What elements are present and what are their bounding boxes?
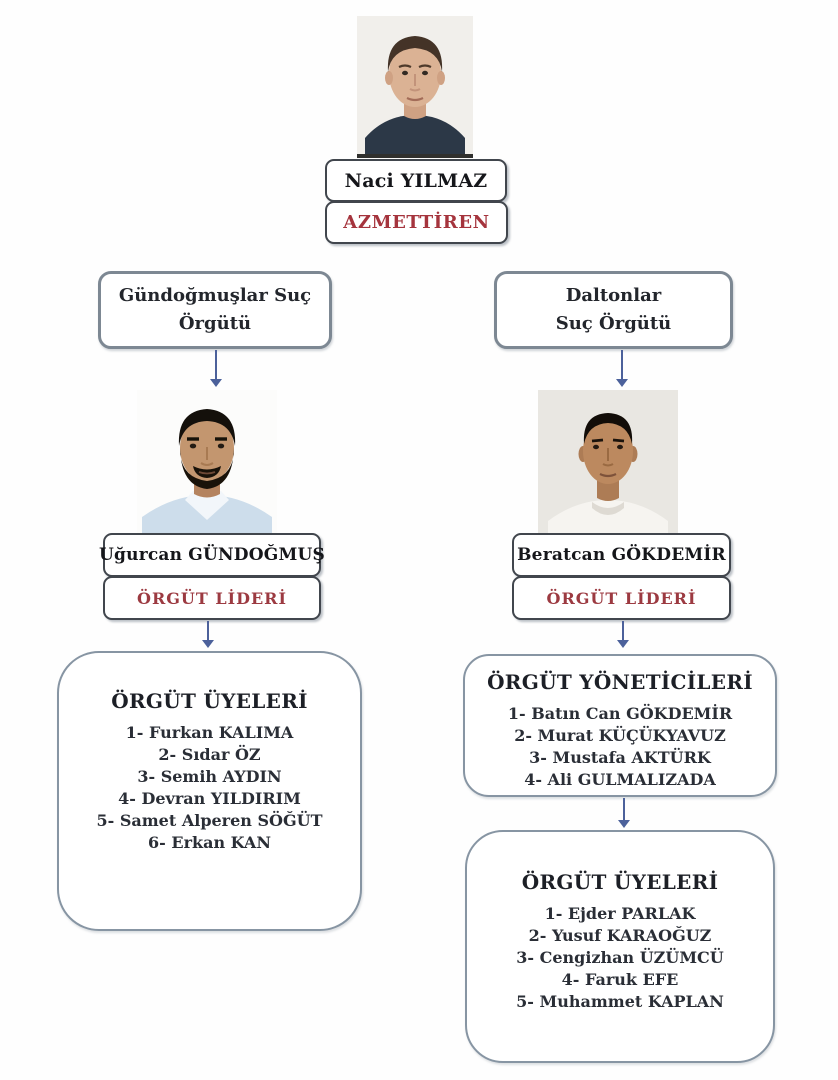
right-leader-name-box bbox=[512, 533, 731, 577]
right-members-box bbox=[465, 830, 775, 1063]
left-leader-role-box bbox=[103, 576, 321, 620]
left-org-line1: Gündoğmuşlar Suç bbox=[118, 285, 312, 307]
right-org-box bbox=[494, 271, 733, 349]
portrait-illustration bbox=[357, 16, 473, 158]
root-name-box bbox=[325, 159, 507, 202]
naci-yilmaz-photo bbox=[357, 16, 473, 158]
right-leader-role-label: ÖRGÜT LİDERİ bbox=[546, 588, 697, 608]
right-org-name bbox=[556, 282, 672, 338]
member-item: 5- Muhammet KAPLAN bbox=[516, 992, 724, 1011]
right-org-line2: Suç Örgütü bbox=[555, 313, 672, 334]
left-leader-role-label: ÖRGÜT LİDERİ bbox=[137, 588, 287, 608]
root-role-box bbox=[325, 201, 508, 244]
member-item: 4- Devran YILDIRIM bbox=[118, 789, 301, 808]
manager-item: 2- Murat KÜÇÜKYAVUZ bbox=[514, 726, 726, 745]
right-managers-box bbox=[463, 654, 777, 797]
right-leader-name-label: Beratcan GÖKDEMİR bbox=[517, 545, 726, 565]
portrait-illustration bbox=[538, 390, 678, 533]
member-item: 2- Sıdar ÖZ bbox=[158, 745, 261, 764]
left-org-box bbox=[98, 271, 332, 349]
root-name-label: Naci YILMAZ bbox=[344, 169, 488, 192]
ugurcan-gundogmus-photo bbox=[137, 390, 277, 533]
member-item: 6- Erkan KAN bbox=[148, 833, 271, 852]
connector-arrow-down-icon bbox=[616, 621, 630, 648]
beratcan-gokdemir-photo bbox=[538, 390, 678, 533]
member-item: 1- Ejder PARLAK bbox=[544, 904, 696, 923]
member-item: 4- Faruk EFE bbox=[561, 970, 679, 989]
manager-item: 3- Mustafa AKTÜRK bbox=[529, 748, 711, 767]
right-org-line1: Daltonlar bbox=[565, 285, 662, 307]
portrait-illustration bbox=[137, 390, 277, 533]
connector-arrow-down-icon bbox=[201, 621, 215, 648]
right-members-title: ÖRGÜT ÜYELERİ bbox=[521, 870, 719, 894]
manager-item: 1- Batın Can GÖKDEMİR bbox=[507, 704, 733, 723]
member-item: 3- Cengizhan ÜZÜMCÜ bbox=[516, 948, 724, 967]
left-org-name bbox=[119, 282, 311, 338]
connector-arrow-down-icon bbox=[615, 350, 629, 387]
root-role-label: AZMETTİREN bbox=[343, 212, 490, 233]
connector-arrow-down-icon bbox=[617, 798, 631, 828]
member-item: 3- Semih AYDIN bbox=[137, 767, 282, 786]
member-item: 1- Furkan KALIMA bbox=[125, 723, 294, 742]
left-leader-name-box bbox=[99, 533, 325, 577]
member-item: 5- Samet Alperen SÖĞÜT bbox=[96, 811, 323, 830]
left-leader-name-label: Uğurcan GÜNDOĞMUŞ bbox=[99, 545, 325, 565]
left-members-box bbox=[57, 651, 362, 931]
manager-item: 4- Ali GULMALIZADA bbox=[524, 770, 716, 789]
left-members-title: ÖRGÜT ÜYELERİ bbox=[111, 689, 308, 713]
member-item: 2- Yusuf KARAOĞUZ bbox=[528, 926, 712, 945]
right-leader-role-box bbox=[512, 576, 731, 620]
right-managers-title: ÖRGÜT YÖNETİCİLERİ bbox=[487, 670, 753, 694]
connector-arrow-down-icon bbox=[209, 350, 223, 387]
left-org-line2: Örgütü bbox=[178, 313, 252, 334]
